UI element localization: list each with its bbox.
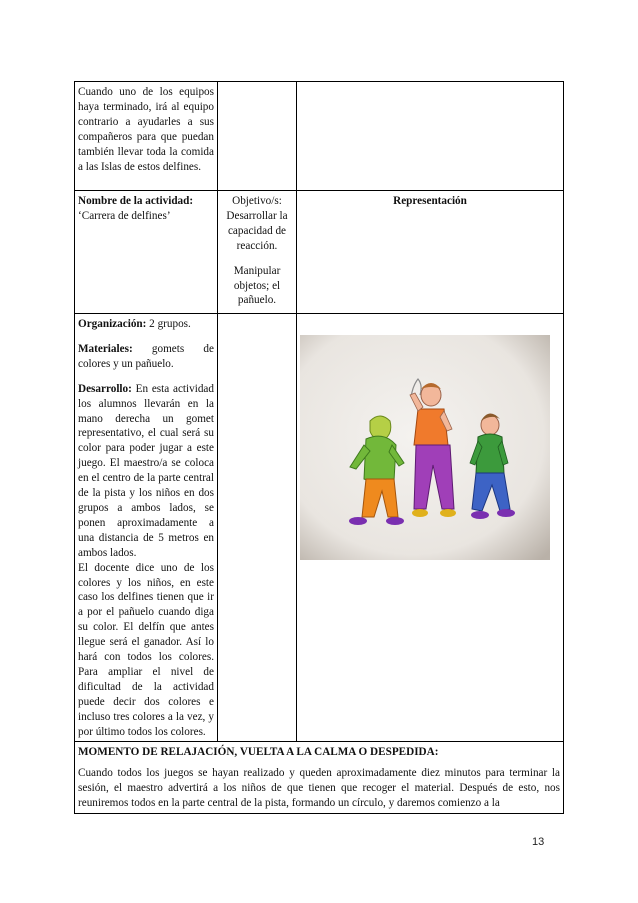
materials-line <box>78 342 214 372</box>
empty-cell <box>218 314 297 742</box>
activity-table <box>74 81 564 814</box>
empty-cell <box>297 82 564 191</box>
closing-cell <box>75 742 564 814</box>
table-row-closing <box>75 742 564 814</box>
development-label: Desarrollo: <box>78 382 132 395</box>
activity-name-cell <box>75 191 218 314</box>
table-row-continuation <box>75 82 564 191</box>
materials-value: gomets de colores y un pañuelo. <box>78 342 214 370</box>
activity-name-label: Nombre de la actividad: <box>78 195 194 207</box>
representation-header: Representación <box>297 191 564 314</box>
development-paragraph: El docente dice uno de los colores y los niños, en este caso los delfines tienen que ir a por el pañuelo cuando diga su color. El delfín que antes llegue será el ganador. Así lo hará con todos los colores. Para ampliar el nivel de dificultad de la actividad puede decir dos colores e incluso tres colores a la vez, y por último todos los colores. <box>78 561 214 738</box>
table-row-activity-body <box>75 314 564 742</box>
objective-item: Desarrollar la capacidad de reacción. <box>226 209 288 252</box>
activity-name-value: ‘Carrera de delfines’ <box>78 209 171 222</box>
empty-cell <box>218 82 297 191</box>
page-number: 13 <box>532 836 545 848</box>
table-row-activity-header <box>75 191 564 314</box>
objective-item: Manipular objetos; el pañuelo. <box>233 264 281 307</box>
continuation-text: Cuando uno de los equipos haya terminado, irá al equipo contrario a ayudarles a sus compañeros para que puedan también llevar toda la comida a las Islas de estos delfines. <box>75 82 218 191</box>
development-line <box>78 382 214 561</box>
organization-label: Organización: <box>78 318 147 330</box>
activity-details-cell <box>75 314 218 742</box>
organization-value: 2 grupos. <box>146 318 191 330</box>
development-value: En esta actividad los alumnos llevarán en la mano derecha un gomet representativo, el cual será su color para poder jugar a este juego. El maestro/a se coloca en el centro de la parte central de la pista y los niños en dos grupos a ambos lados, se ponen aproximadamente a una distancia de 5 metros en ambos lados. <box>78 382 214 559</box>
materials-label: Materiales: <box>78 342 133 355</box>
representation-image-cell <box>297 314 564 742</box>
objective-cell <box>218 191 297 314</box>
organization-line <box>78 317 214 332</box>
closing-text: Cuando todos los juegos se hayan realizado y queden aproximadamente diez minutos para terminar la sesión, el maestro advertirá a los niños de que tienen que recoger el material. Después de esto, nos reuniremos todos en la parte central de la pista, formando un círculo, y daremos comienzo a la <box>78 767 560 810</box>
objective-label: Objetivo/s: <box>232 195 282 207</box>
dolphins-race-drawing <box>300 335 550 560</box>
closing-heading: MOMENTO DE RELAJACIÓN, VUELTA A LA CALMA O DESPEDIDA: <box>78 746 439 759</box>
